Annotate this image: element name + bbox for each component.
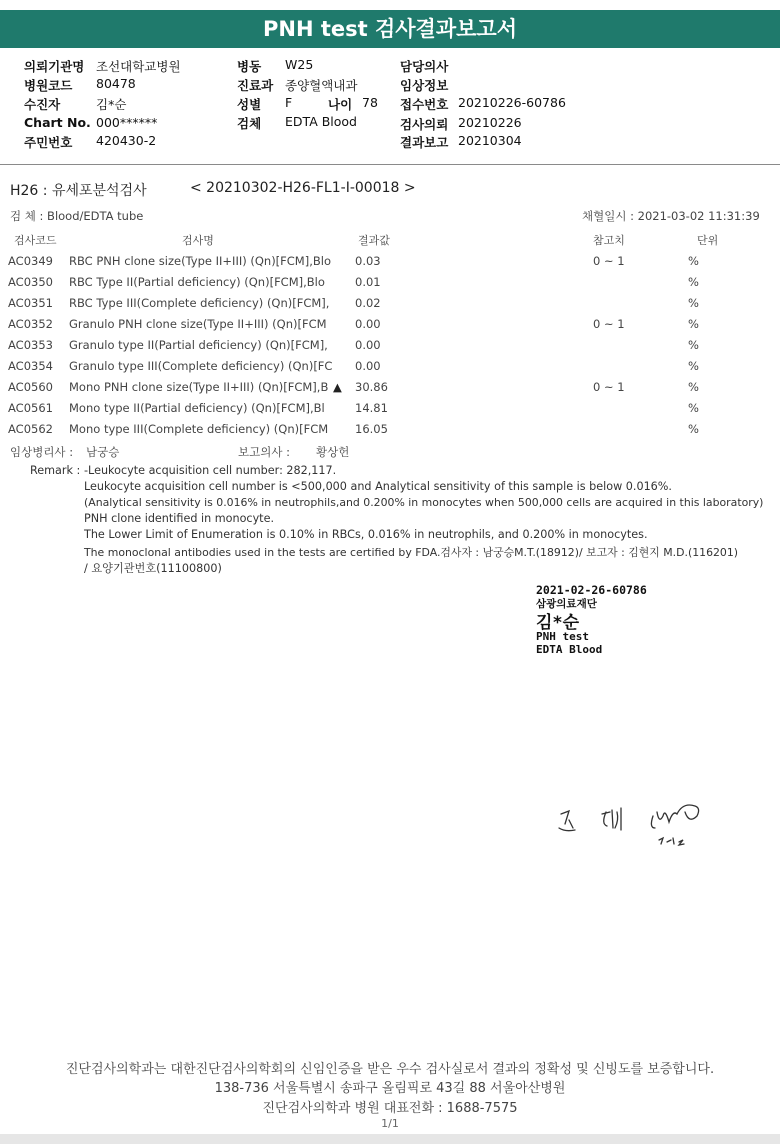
row-name: Mono PNH clone size(Type II+III) (Qn)[FCM],B <box>69 380 329 394</box>
id-value: 420430-2 <box>96 133 157 148</box>
pathologist-value: 남궁승 <box>86 445 120 459</box>
row-unit: % <box>688 359 699 373</box>
row-result: 14.81 <box>355 401 388 415</box>
remark-line: Leukocyte acquisition cell number is <500,000 and Analytical sensitivity of this sample is below 0.016%. <box>84 480 672 493</box>
row-name: RBC Type III(Complete deficiency) (Qn)[FCM], <box>69 296 330 310</box>
row-unit: % <box>688 401 699 415</box>
row-result: 30.86 <box>355 380 388 394</box>
row-code: AC0562 <box>8 422 53 436</box>
stamp-line4: PNH test <box>536 630 589 643</box>
receipt-value: 20210226-60786 <box>458 95 566 110</box>
table-row <box>0 422 780 442</box>
row-ref: 0 ~ 1 <box>593 317 625 331</box>
collect-line: 채혈일시 : 2021-03-02 11:31:39 <box>582 209 760 223</box>
row-result: 0.01 <box>355 275 381 289</box>
header-divider <box>0 164 780 165</box>
table-row <box>0 296 780 316</box>
col-result: 결과값 <box>358 234 390 247</box>
specimen-value: EDTA Blood <box>285 114 357 129</box>
table-row <box>0 254 780 274</box>
table-row <box>0 275 780 295</box>
table-row <box>0 401 780 421</box>
row-name: RBC Type II(Partial deficiency) (Qn)[FCM],Blo <box>69 275 325 289</box>
row-unit: % <box>688 422 699 436</box>
reporter-label: 보고의사 : <box>238 445 290 459</box>
table-row <box>0 380 780 400</box>
reporter-value: 황상헌 <box>316 445 350 459</box>
row-unit: % <box>688 296 699 310</box>
row-name: Granulo type III(Complete deficiency) (Qn)[FC <box>69 359 333 373</box>
table-row <box>0 317 780 337</box>
row-name: RBC PNH clone size(Type II+III) (Qn)[FCM],Blo <box>69 254 331 268</box>
id-label: 주민번호 <box>24 135 73 150</box>
stamp-line2: 삼광의료재단 <box>536 598 597 610</box>
footer-line1: 진단검사의학과는 대한진단검사의학회의 신임인증을 받은 우수 검사실로서 결과의 정확성 및 신빙도를 보증합니다. <box>65 1062 715 1077</box>
col-code: 검사코드 <box>14 234 57 247</box>
request-value: 20210226 <box>458 115 522 130</box>
remark-line: / 요양기관번호(11100800) <box>84 562 222 575</box>
row-unit: % <box>688 317 699 331</box>
hospital-code-label: 병원코드 <box>24 78 73 93</box>
pathologist-label: 임상병리사 : <box>10 445 74 459</box>
signature-image <box>555 798 715 848</box>
row-code: AC0352 <box>8 317 53 331</box>
row-code: AC0350 <box>8 275 53 289</box>
specimen-label: 검체 <box>237 116 262 131</box>
row-result: 16.05 <box>355 422 388 436</box>
col-name: 검사명 <box>182 234 214 247</box>
row-code: AC0353 <box>8 338 53 352</box>
report-label: 결과보고 <box>400 135 449 150</box>
clinical-label: 임상정보 <box>400 78 449 93</box>
section-id: < 20210302-H26-FL1-I-00018 > <box>190 180 416 196</box>
report-value: 20210304 <box>458 133 522 148</box>
table-row <box>0 359 780 379</box>
dept-value: 종양혈액내과 <box>285 78 358 93</box>
chart-label: Chart No. <box>24 115 91 130</box>
footer-line2: 138-736 서울특별시 송파구 올림픽로 43길 88 서울아산병원 <box>214 1081 566 1096</box>
row-unit: % <box>688 254 699 268</box>
stamp-line3: 김*순 <box>536 613 580 633</box>
institution-value: 조선대학교병원 <box>96 59 181 74</box>
patient-label: 수진자 <box>24 97 61 112</box>
row-ref: 0 ~ 1 <box>593 380 625 394</box>
row-unit: % <box>688 338 699 352</box>
remark-label: Remark : <box>30 464 81 477</box>
age-label: 나이 <box>328 97 353 112</box>
row-code: AC0561 <box>8 401 53 415</box>
stamp-line1: 2021-02-26-60786 <box>536 583 647 597</box>
page-number: 1/1 <box>381 1117 399 1130</box>
row-unit: % <box>688 275 699 289</box>
doctor-label: 담당의사 <box>400 59 449 74</box>
ward-value: W25 <box>285 57 314 72</box>
report-title: PNH test 검사결과보고서 <box>0 10 780 48</box>
row-name: Granulo type II(Partial deficiency) (Qn)[FCM], <box>69 338 328 352</box>
row-code: AC0349 <box>8 254 53 268</box>
row-ref: 0 ~ 1 <box>593 254 625 268</box>
sex-label: 성별 <box>237 97 262 112</box>
row-code: AC0354 <box>8 359 53 373</box>
ward-label: 병동 <box>237 59 262 74</box>
patient-value: 김*순 <box>96 97 127 112</box>
stamp-line5: EDTA Blood <box>536 643 603 656</box>
row-name: Mono type III(Complete deficiency) (Qn)[FCM <box>69 422 329 436</box>
row-unit: % <box>688 380 699 394</box>
request-label: 검사의뢰 <box>400 117 449 132</box>
row-code: AC0351 <box>8 296 53 310</box>
receipt-label: 접수번호 <box>400 97 449 112</box>
remark-line: (Analytical sensitivity is 0.016% in neutrophils,and 0.200% in monocytes when 500,000 cells are acquired in this laboratory) <box>84 496 764 509</box>
bottom-band <box>0 1134 780 1144</box>
col-ref: 참고치 <box>593 234 625 247</box>
dept-label: 진료과 <box>237 78 274 93</box>
age-value: 78 <box>362 95 378 110</box>
row-result: 0.00 <box>355 359 381 373</box>
remark-line: -Leukocyte acquisition cell number: 282,117. <box>84 464 337 477</box>
row-name: Granulo PNH clone size(Type II+III) (Qn)[FCM <box>69 317 327 331</box>
row-code: AC0560 <box>8 380 53 394</box>
col-unit: 단위 <box>697 234 719 247</box>
row-result: 0.00 <box>355 338 381 352</box>
institution-label: 의뢰기관명 <box>24 59 85 74</box>
row-result: 0.02 <box>355 296 381 310</box>
remark-line: The Lower Limit of Enumeration is 0.10% in RBCs, 0.016% in neutrophils, and 0.200% in monocytes. <box>84 528 648 541</box>
row-result: 0.03 <box>355 254 381 268</box>
sex-value: F <box>285 95 293 110</box>
row-result: 0.00 <box>355 317 381 331</box>
remark-line: PNH clone identified in monocyte. <box>84 512 275 525</box>
specimen-line: 검 체 : Blood/EDTA tube <box>10 209 144 223</box>
section-title: H26 : 유세포분석검사 <box>10 183 147 199</box>
table-row <box>0 338 780 358</box>
remark-line: The monoclonal antibodies used in the tests are certified by FDA.검사자 : 남궁승M.T.(18912)/ 보고자 : 김현지 M.D.(116201) <box>84 546 739 559</box>
high-flag-icon: ▲ <box>333 380 342 394</box>
hospital-code-value: 80478 <box>96 76 136 91</box>
row-name: Mono type II(Partial deficiency) (Qn)[FCM],Bl <box>69 401 325 415</box>
chart-value: 000****** <box>96 115 158 130</box>
footer-line3: 진단검사의학과 병원 대표전화 : 1688-7575 <box>262 1101 518 1116</box>
